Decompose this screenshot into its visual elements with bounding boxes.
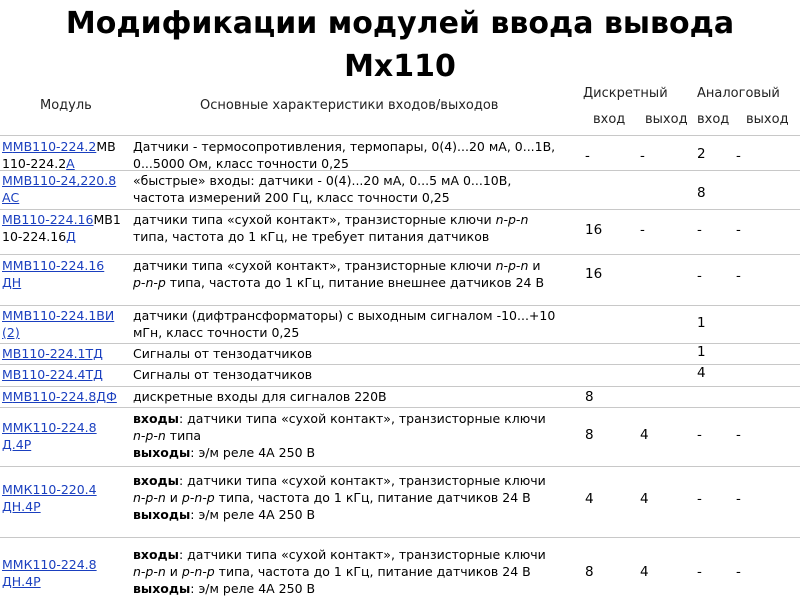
analog-in-value: 4 (697, 365, 706, 381)
module-name (2, 366, 103, 383)
module-name (2, 307, 114, 341)
module-name (2, 257, 104, 291)
module-link[interactable]: ММВ110-224.8ДФ (2, 389, 117, 404)
discrete-in-value: 4 (585, 491, 594, 507)
table-row (0, 135, 800, 170)
module-link[interactable]: ДН.4Р (2, 499, 41, 514)
col-header-characteristics: Основные характеристики входов/выходов (200, 98, 499, 113)
analog-in-value: 1 (697, 315, 706, 331)
module-link[interactable]: ММК110-220.4 (2, 482, 97, 497)
discrete-out-value: - (640, 148, 645, 164)
module-link[interactable]: Д.4Р (2, 437, 32, 452)
table-row (0, 407, 800, 466)
module-name (2, 345, 103, 362)
module-link[interactable]: МВ110-224.1ТД (2, 346, 103, 361)
module-name (2, 556, 97, 590)
module-link[interactable]: АС (2, 190, 20, 205)
discrete-out-value: 4 (640, 491, 649, 507)
row-description: датчики типа «сухой контакт», транзисторные ключи n-p-n и p-n-p типа, частота до 1 кГц, питание внешнее датчиков 24 В (133, 258, 545, 290)
analog-in-value: 8 (697, 185, 706, 201)
table-row (0, 466, 800, 537)
module-link[interactable]: (2) (2, 325, 20, 340)
discrete-in-value: 16 (585, 266, 603, 282)
module-link[interactable]: ММК110-224.8 (2, 557, 97, 572)
table-row (0, 170, 800, 209)
table-row (0, 343, 800, 364)
row-description: датчики типа «сухой контакт», транзисторные ключи n-p-n типа, частота до 1 кГц, не требует питания датчиков (133, 212, 529, 244)
row-description: «быстрые» входы: датчики - 0(4)...20 мА, 0...5 мА 0...10В, частота измерений 200 Гц, класс точности 0,25 (133, 173, 512, 205)
module-link[interactable]: ММВ110-224.2 (2, 139, 97, 154)
discrete-in-value: - (585, 148, 590, 164)
table-row (0, 364, 800, 386)
row-description: датчики (дифтрансформаторы) с выходным сигналом -10...+10 мГн, класс точности 0,25 (133, 308, 556, 340)
col-header-module: Модуль (40, 98, 92, 113)
analog-out-value: - (736, 564, 741, 580)
analog-out-value: - (736, 148, 741, 164)
module-link[interactable]: ММВ110-224.1ВИ (2, 308, 115, 323)
module-link[interactable]: ММК110-224.8 (2, 420, 97, 435)
analog-out-value: - (736, 222, 741, 238)
analog-out-value: - (736, 427, 741, 443)
row-description: Датчики - термосопротивления, термопары, 0(4)...20 мА, 0...1В, 0...5000 Ом, класс точности 0,25 (133, 139, 556, 171)
col-header-analog-in: вход (697, 112, 730, 127)
analog-in-value: - (697, 564, 702, 580)
discrete-in-value: 8 (585, 389, 594, 405)
row-description: входы: датчики типа «сухой контакт», транзисторные ключи n-p-n типа выходы: э/м реле 4А 250 В (133, 411, 546, 460)
module-link[interactable]: ДН.4Р (2, 574, 41, 589)
module-link[interactable]: МВ110-224.16 (2, 212, 94, 227)
module-name (2, 388, 117, 405)
col-header-analog-out: выход (746, 112, 789, 127)
module-name (2, 481, 97, 515)
col-header-discrete-out: выход (645, 112, 688, 127)
table-row (0, 537, 800, 601)
analog-out-value: - (736, 268, 741, 284)
row-description: дискретные входы для сигналов 220В (133, 389, 387, 404)
analog-in-value: 2 (697, 146, 706, 162)
col-header-analog: Аналоговый (697, 86, 780, 101)
module-link[interactable]: А (66, 156, 75, 171)
module-link[interactable]: ДН (2, 275, 22, 290)
discrete-in-value: 8 (585, 564, 594, 580)
discrete-in-value: 16 (585, 222, 603, 238)
table-row (0, 254, 800, 305)
analog-in-value: 1 (697, 344, 706, 360)
module-link[interactable]: ММВ110-24,220.8 (2, 173, 117, 188)
row-description: входы: датчики типа «сухой контакт», транзисторные ключи n-p-n и p-n-p типа, частота до 1 кГц, питание датчиков 24 В выходы: э/м реле 4А 250 В (133, 547, 546, 596)
col-header-discrete: Дискретный (583, 86, 668, 101)
module-link[interactable]: ММВ110-224.16 (2, 258, 105, 273)
discrete-out-value: 4 (640, 564, 649, 580)
discrete-out-value: 4 (640, 427, 649, 443)
page-subtitle: Мх110 (344, 49, 456, 84)
table-row (0, 209, 800, 248)
analog-out-value: - (736, 491, 741, 507)
table-row (0, 386, 800, 407)
discrete-out-value: - (640, 222, 645, 238)
module-name: МВ110-224.16МВ1 10-224.16Д (2, 212, 121, 244)
row-description: Сигналы от тензодатчиков (133, 346, 313, 361)
module-name (2, 172, 116, 206)
module-link[interactable]: Д (66, 229, 76, 244)
col-header-discrete-in: вход (593, 112, 626, 127)
analog-in-value: - (697, 427, 702, 443)
row-description: входы: датчики типа «сухой контакт», транзисторные ключи n-p-n и p-n-p типа, частота до 1 кГц, питание датчиков 24 В выходы: э/м реле 4А 250 В (133, 473, 546, 522)
row-description: Сигналы от тензодатчиков (133, 367, 313, 382)
table-row (0, 305, 800, 344)
analog-in-value: - (697, 491, 702, 507)
analog-in-value: - (697, 268, 702, 284)
discrete-in-value: 8 (585, 427, 594, 443)
page-title: Модификации модулей ввода вывода (65, 6, 735, 41)
module-link[interactable]: МВ110-224.4ТД (2, 367, 103, 382)
module-name: ММВ110-224.2МВ 110-224.2А (2, 139, 116, 171)
analog-in-value: - (697, 222, 702, 238)
module-name (2, 419, 97, 453)
